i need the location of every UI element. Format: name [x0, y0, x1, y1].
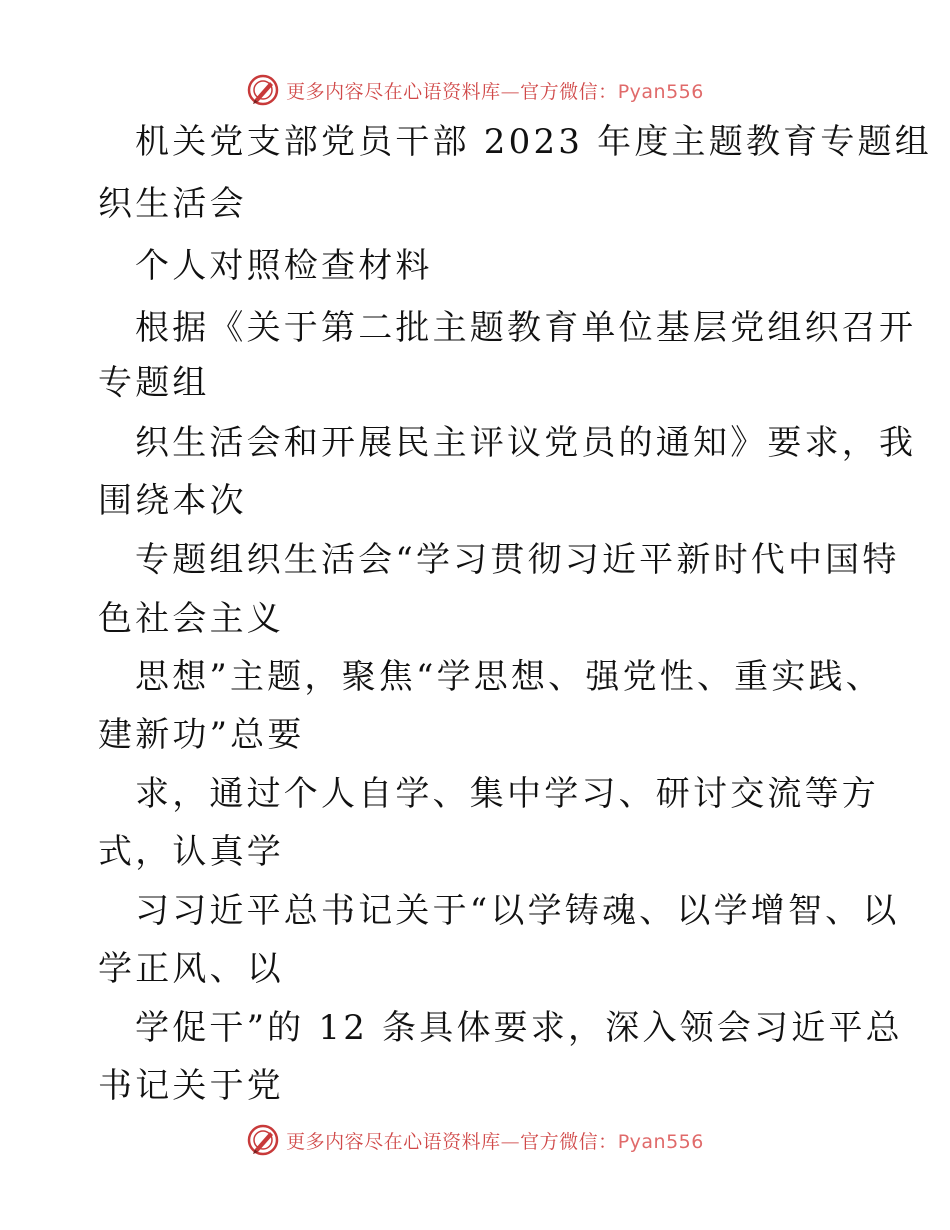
- body-line: 求，通过个人自学、集中学习、研讨交流等方: [135, 774, 879, 814]
- body-line: 思想”主题，聚焦“学思想、强党性、重实践、: [135, 657, 883, 697]
- body-line: 专题组: [98, 363, 210, 403]
- watermark-separator: —: [500, 1130, 521, 1153]
- watermark-id: Pyan556: [617, 80, 704, 103]
- body-line: 习习近平总书记关于“以学铸魂、以学增智、以: [135, 891, 900, 931]
- seal-pen-icon: [246, 1123, 280, 1157]
- seal-pen-icon: [246, 73, 280, 107]
- body-line: 书记关于党: [98, 1066, 284, 1106]
- watermark-id: Pyan556: [617, 1130, 704, 1153]
- subtitle-line: 个人对照检查材料: [135, 246, 433, 286]
- body-line: 根据《关于第二批主题教育单位基层党组织召开: [135, 308, 917, 348]
- watermark-text: 更多内容尽在心语资料库: [286, 80, 501, 103]
- body-line: 专题组织生活会“学习贯彻习近平新时代中国特: [135, 540, 900, 580]
- title-line-2: 织生活会: [98, 184, 247, 224]
- body-line: 学促干”的 12 条具体要求，深入领会习近平总: [135, 1008, 903, 1048]
- watermark-text: 更多内容尽在心语资料库: [286, 1130, 501, 1153]
- body-line: 色社会主义: [98, 599, 284, 639]
- watermark-separator: —: [500, 80, 521, 103]
- watermark-official: 官方微信：: [520, 80, 618, 103]
- body-line: 学正风、以: [98, 949, 284, 989]
- body-line: 建新功”总要: [98, 715, 305, 755]
- body-line: 式，认真学: [98, 832, 284, 872]
- title-line-1: 机关党支部党员干部 2023 年度主题教育专题组: [135, 122, 932, 162]
- watermark-official: 官方微信：: [520, 1130, 618, 1153]
- body-line: 织生活会和开展民主评议党员的通知》要求，我: [135, 423, 917, 463]
- body-line: 围绕本次: [98, 481, 247, 521]
- header-watermark: [0, 70, 950, 110]
- footer-watermark: [0, 1120, 950, 1160]
